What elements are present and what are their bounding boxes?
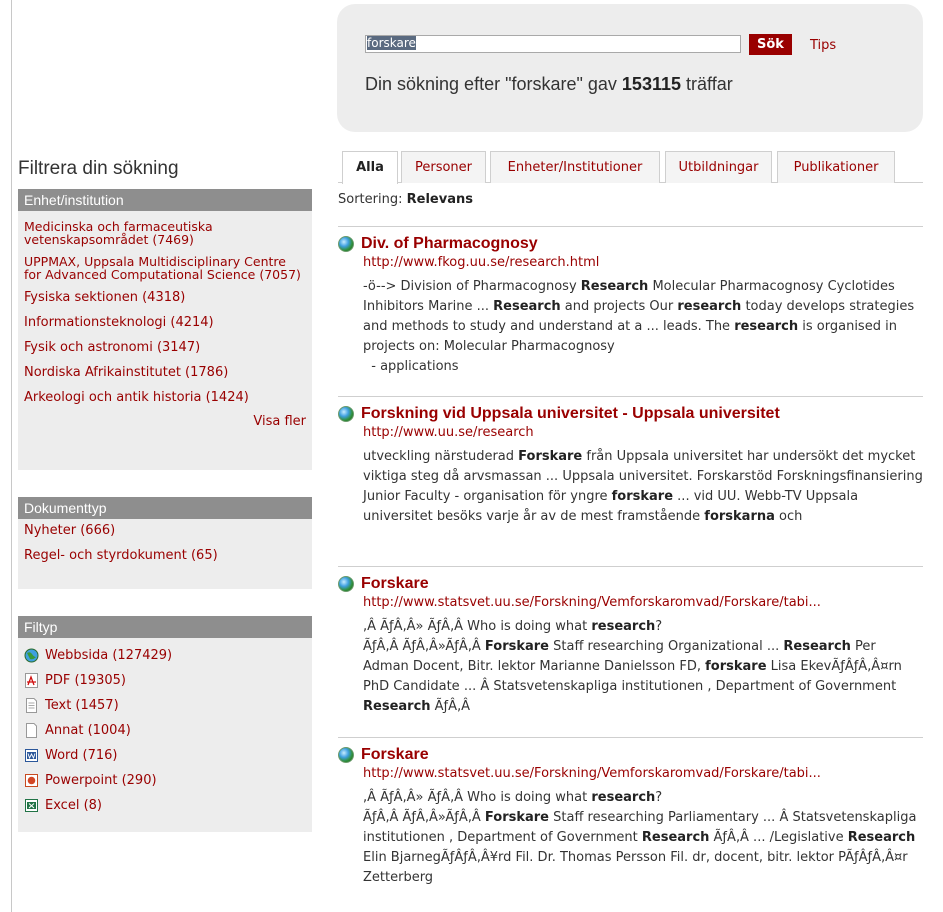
filetype-label: Text (1457) [45,697,119,713]
filter-title: Filtrera din sökning [18,158,179,179]
show-more-link[interactable]: Visa fler [253,414,306,429]
search-button[interactable]: Sök [749,34,792,55]
sort-label: Sortering: [338,192,403,207]
facet-filetype-header: Filtyp [18,616,312,638]
filetype-item[interactable] [24,672,306,688]
hit-count: 153115 [621,74,681,94]
result-title-link[interactable]: Forskning vid Uppsala universitet - Uppsala universitet [361,405,780,422]
result-title-link[interactable]: Forskare [361,746,429,763]
tab-personer[interactable]: Personer [401,151,486,183]
globe-icon [338,747,354,763]
result-snippet: -ö--> Division of Pharmacognosy Research Molecular Pharmacognosy Cyclotides Inhibitors Marine ... Research and projects Our research today develops strategies and methods to study and understand at a ... leads. The research is organised in projects on: Molecular Pharmacognosy - applications [363,279,915,374]
search-query-text: forskare [367,36,416,50]
filetype-label: Excel (8) [45,797,102,813]
filetype-label: Webbsida (127429) [45,647,173,663]
result-summary [365,74,733,95]
result-title-link[interactable]: Div. of Pharmacognosy [361,235,538,252]
search-result [338,566,923,717]
globe-icon [24,648,39,663]
search-panel [337,4,923,132]
facet-unit-item[interactable]: Informationsteknologi (4214) [24,315,214,330]
facet-unit-item[interactable]: Nordiska Afrikainstitutet (1786) [24,365,229,380]
excel-icon [24,798,39,813]
search-input[interactable] [365,35,741,53]
filetype-label: Annat (1004) [45,722,131,738]
filetype-item[interactable] [24,747,306,763]
globe-icon [338,236,354,252]
facet-filetype [18,616,312,832]
text-file-icon [24,698,39,713]
globe-icon [338,406,354,422]
facet-unit-header: Enhet/institution [18,189,312,211]
summary-suffix: träffar [686,74,733,94]
filetype-label: PDF (19305) [45,672,126,688]
word-icon [24,748,39,763]
facet-unit-item[interactable]: Fysik och astronomi (3147) [24,340,201,355]
result-tabs [338,151,923,183]
facet-doctype-header: Dokumenttyp [18,497,312,519]
filetype-item[interactable] [24,797,306,813]
filetype-item[interactable] [24,772,306,788]
result-url[interactable]: http://www.statsvet.uu.se/Forskning/Vemforskaromvad/Forskare/tabi... [363,595,821,610]
result-title-link[interactable]: Forskare [361,575,429,592]
summary-prefix: Din sökning efter "forskare" gav [365,74,617,94]
search-result [338,226,923,377]
facet-doctype-item[interactable]: Nyheter (666) [24,523,116,538]
left-border [11,0,12,912]
globe-icon [338,576,354,592]
search-result [338,396,923,527]
facet-unit [18,189,312,470]
facet-unit-item[interactable]: UPPMAX, Uppsala Multidisciplinary Centre for Advanced Computational Science (7057) [24,254,301,282]
result-snippet: utveckling närstuderad Forskare från Uppsala universitet har undersökt det mycket viktiga steg då arvsmassan ... Uppsala universitet. Forskarstöd Forskningsfinansiering Junior Faculty - organisation för yngre forskare ... vid UU. Webb-TV Uppsala universitet besöks varje år av de mest framstående forskarna och [363,449,923,524]
blank-file-icon [24,723,39,738]
result-snippet: ,Â ÃƒÂ‚Â» ÃƒÂ‚Â Who is doing what research? ÃƒÂ‚Â ÃƒÂ‚Â»ÃƒÂ‚Â Forskare Staff researching Organizational ... Research Per Adman Docent, Bitr. lektor Marianne Danielsson FD, forskare Lisa EkevÃƒÂƒÂ‚Â¤rn PhD Candidate ... Â Statsvetenskapliga institutionen , Department of Government Research ÃƒÂ‚Â [363,619,902,714]
filetype-label: Powerpoint (290) [45,772,157,788]
filetype-item[interactable] [24,697,306,713]
result-url[interactable]: http://www.statsvet.uu.se/Forskning/Vemforskaromvad/Forskare/tabi... [363,766,821,781]
tab-alla[interactable]: Alla [342,151,398,184]
facet-doctype-item[interactable]: Regel- och styrdokument (65) [24,548,218,563]
tab-publikationer[interactable]: Publikationer [777,151,895,183]
pdf-icon [24,673,39,688]
powerpoint-icon [24,773,39,788]
tab-utbildningar[interactable]: Utbildningar [665,151,772,183]
facet-unit-item[interactable]: Fysiska sektionen (4318) [24,290,186,305]
tab-enheter[interactable]: Enheter/Institutioner [490,151,660,183]
result-url[interactable]: http://www.uu.se/research [363,425,534,440]
search-result [338,737,923,888]
filetype-item[interactable] [24,647,306,663]
facet-unit-item[interactable]: Medicinska och farmaceutiska vetenskapsområdet (7469) [24,219,213,247]
filetype-item[interactable] [24,722,306,738]
sort-line [338,192,473,207]
result-snippet: ,Â ÃƒÂ‚Â» ÃƒÂ‚Â Who is doing what research? ÃƒÂ‚Â ÃƒÂ‚Â»ÃƒÂ‚Â Forskare Staff researching Parliamentary ... Â Statsvetenskapliga institutionen , Department of Government Research ÃƒÂ‚Â ... /Legislative Research Elin BjarnegÃƒÂƒÂ‚Â¥rd Fil. Dr. Thomas Persson Fil. dr, docent, bitr. lektor PÃƒÂƒÂ‚Â¤r Zetterberg [363,790,917,885]
facet-doctype [18,497,312,589]
sort-value[interactable]: Relevans [406,192,473,207]
result-url[interactable]: http://www.fkog.uu.se/research.html [363,255,600,270]
tips-link[interactable]: Tips [810,38,837,53]
facet-unit-item[interactable]: Arkeologi och antik historia (1424) [24,390,249,405]
filetype-label: Word (716) [45,747,118,763]
